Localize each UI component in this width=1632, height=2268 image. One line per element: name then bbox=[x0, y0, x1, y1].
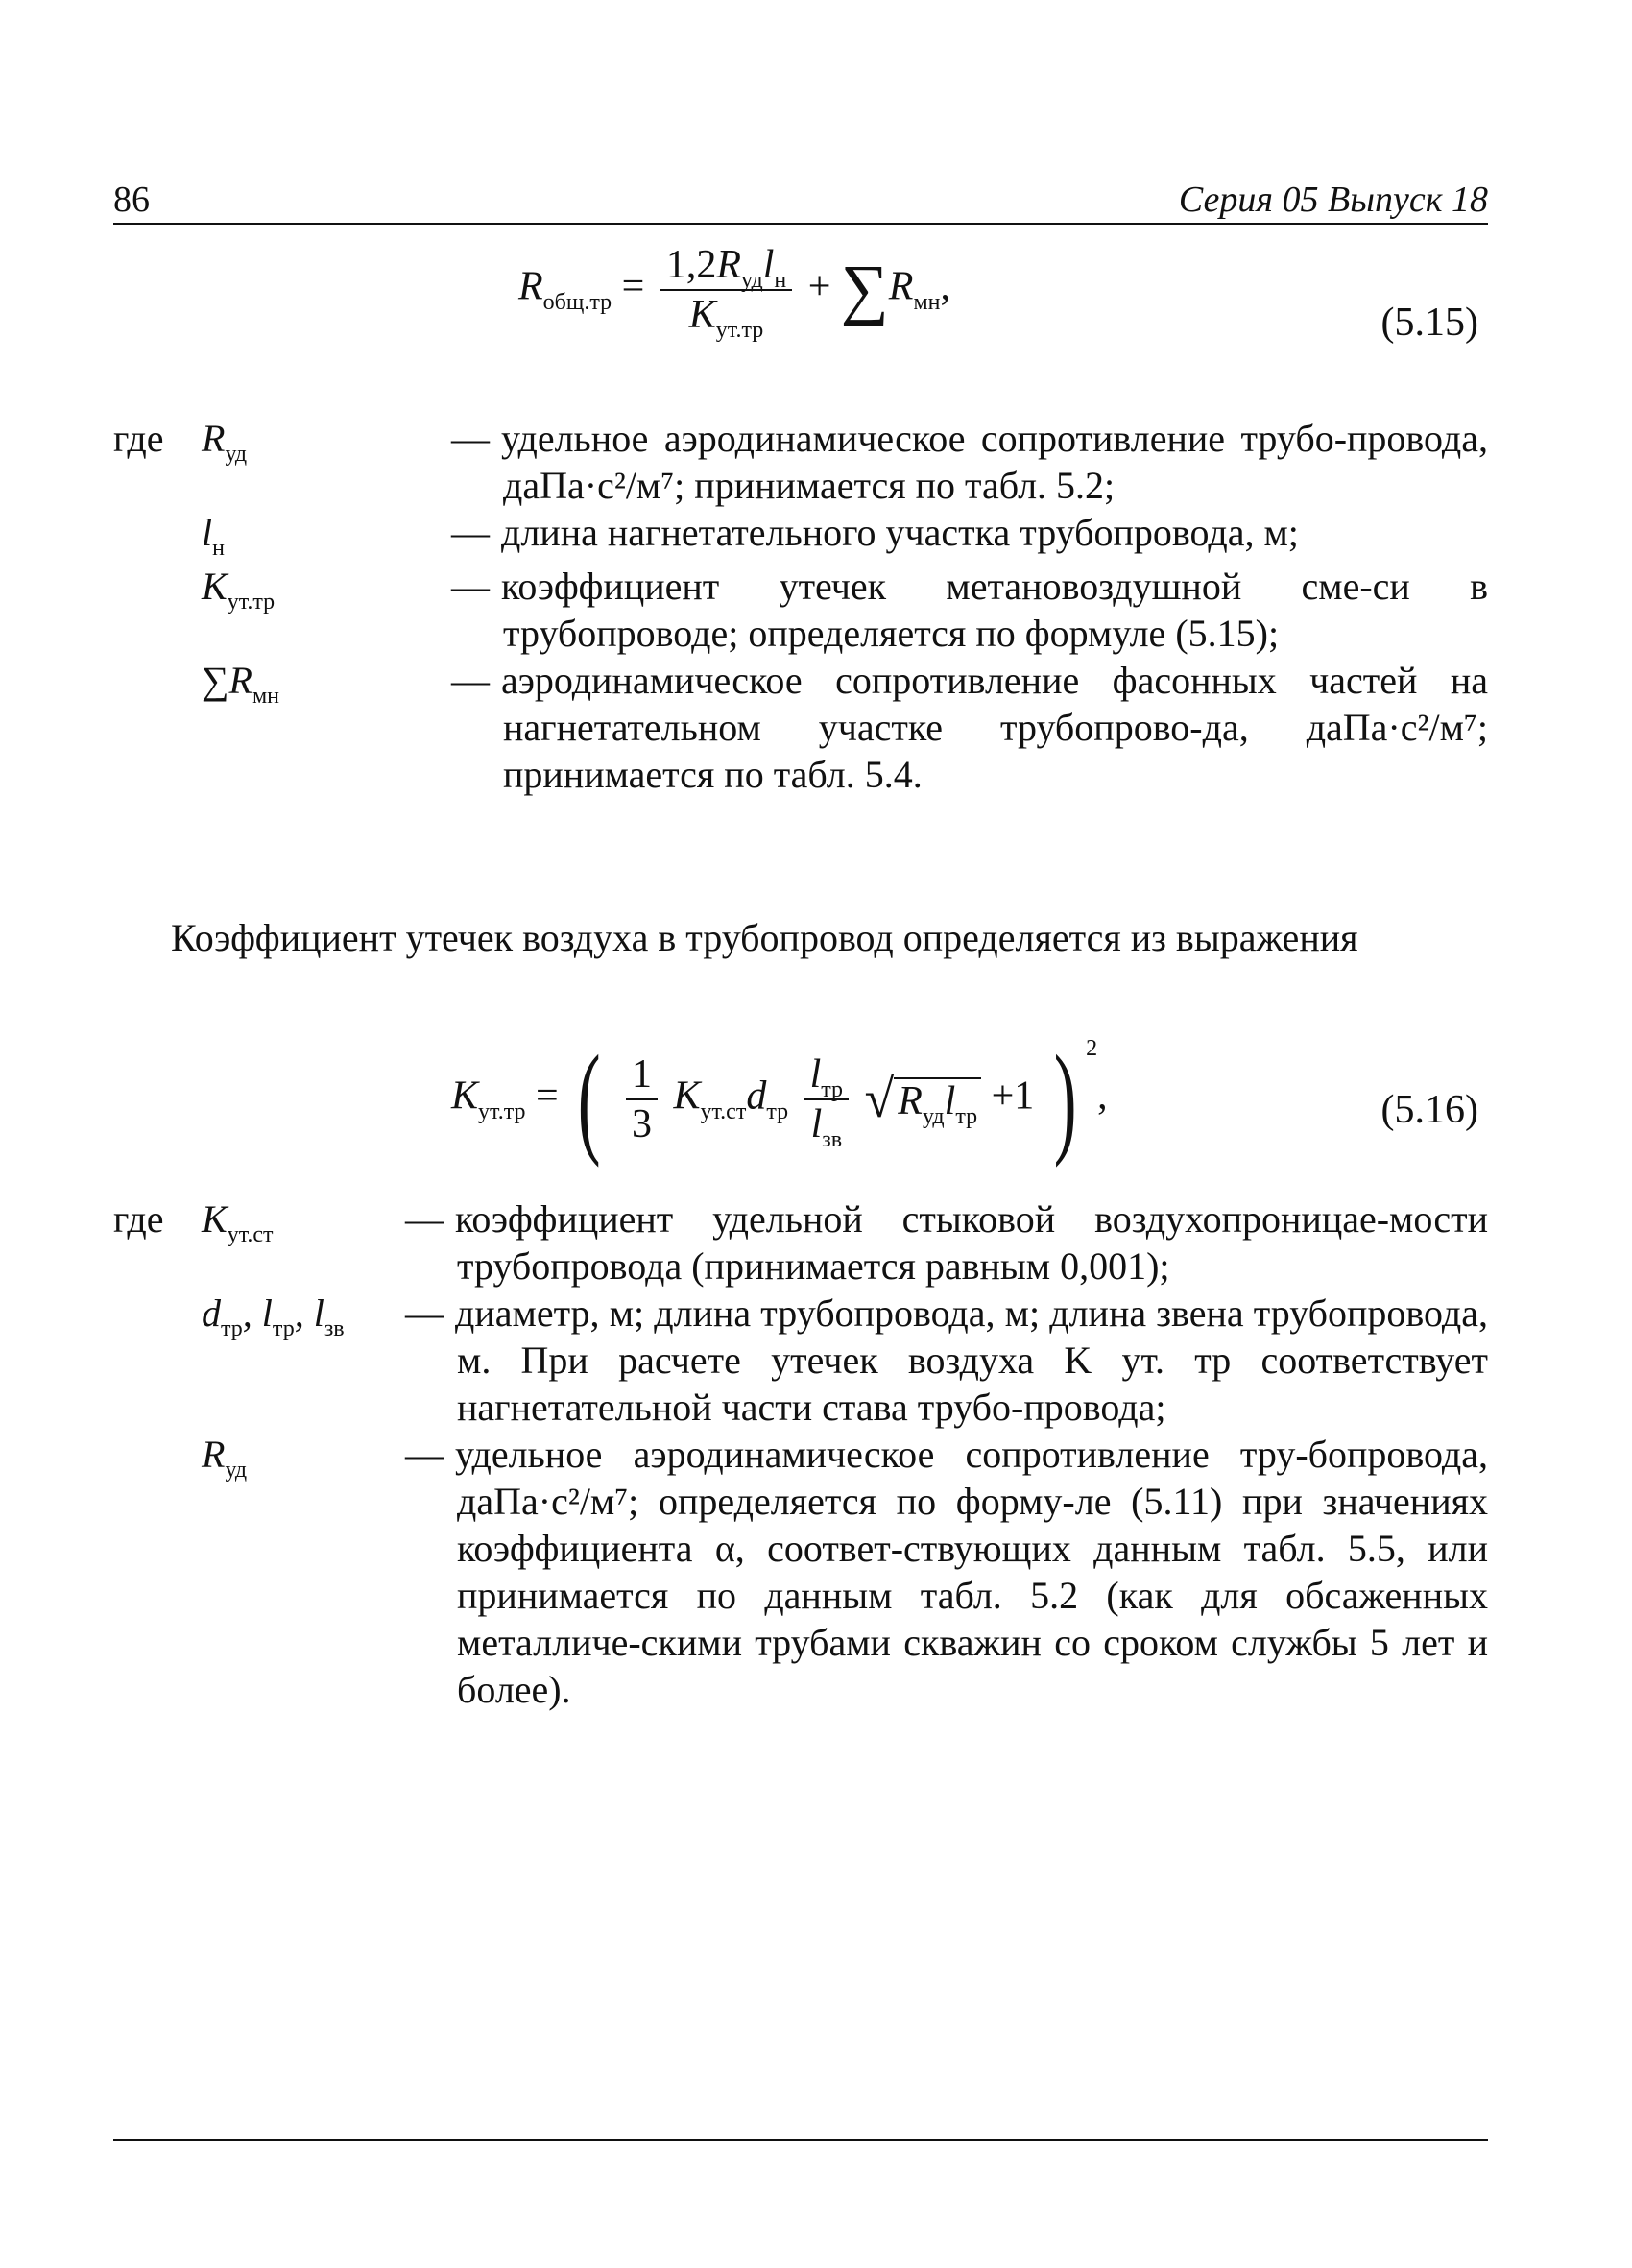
def-text: — диаметр, м; длина трубопровода, м; длина звена трубопровода, м. При расчете утечек воздуха K ут. тр соответствует нагнетательной части става трубо-провода; bbox=[405, 1291, 1488, 1429]
definition-item bbox=[113, 509, 1488, 563]
close-paren: ) bbox=[1053, 1030, 1077, 1169]
definition-item bbox=[113, 1290, 1488, 1431]
def-symbol: $\sum R_{мн}$ bbox=[202, 659, 279, 709]
header-rule bbox=[113, 223, 1488, 225]
formula-lhs-symbol: R bbox=[518, 264, 543, 309]
d-sub: тр bbox=[766, 1098, 789, 1124]
formula-number-5-15: (5.15) bbox=[1380, 301, 1478, 345]
def-symbol: $R_{уд}$ bbox=[202, 417, 248, 467]
formula-fraction bbox=[660, 243, 792, 343]
radical-sign: √ bbox=[864, 1070, 895, 1129]
fraction-numerator bbox=[660, 245, 792, 291]
def-symbol: $K_{ут.тр}$ bbox=[202, 565, 276, 615]
def-text: — коэффициент утечек метановоздушной сме-си в трубопроводе; определяется по формуле (5.15); bbox=[451, 565, 1488, 655]
sum-r: R bbox=[888, 264, 914, 309]
def-symbol: $d_{тр}$, $l_{тр}$, $l_{зв}$ bbox=[202, 1291, 345, 1341]
l-tr-sub: тр bbox=[821, 1077, 844, 1102]
formula-equals: = bbox=[621, 264, 645, 309]
sum-r-sub: мн bbox=[913, 289, 941, 315]
sqrt-l: l bbox=[944, 1079, 956, 1123]
definition-item bbox=[113, 415, 1488, 509]
definition-item bbox=[113, 1431, 1488, 1713]
equals: = bbox=[535, 1074, 559, 1119]
page-number: 86 bbox=[113, 180, 150, 220]
footer-rule bbox=[113, 2139, 1488, 2141]
definition-item bbox=[113, 563, 1488, 657]
comma: , bbox=[940, 264, 950, 309]
running-header: Серия 05 Выпуск 18 bbox=[1178, 180, 1488, 220]
num-l-sub: н bbox=[774, 268, 787, 293]
def-symbol: $R_{уд}$ bbox=[202, 1433, 248, 1483]
formula-5-15 bbox=[518, 243, 950, 343]
l-zv-sub: зв bbox=[822, 1127, 843, 1152]
num-r-sub: уд bbox=[740, 268, 763, 293]
d-sym: d bbox=[746, 1074, 767, 1119]
sqrt-r: R bbox=[898, 1079, 923, 1123]
definitions-block-2 bbox=[113, 1195, 1488, 1713]
sqrt-r-sub: уд bbox=[922, 1104, 945, 1129]
where-label: где bbox=[113, 417, 164, 460]
def-text: — удельное аэродинамическое сопротивление трубо-провода, даПа·с²/м⁷; принимается по табл. 5.2; bbox=[451, 417, 1488, 507]
definition-item bbox=[113, 1195, 1488, 1290]
sum-sign: ∑ bbox=[840, 253, 889, 326]
power: 2 bbox=[1086, 1035, 1098, 1061]
plus-one: +1 bbox=[991, 1074, 1035, 1119]
den-k: K bbox=[688, 293, 716, 337]
where-label: где bbox=[113, 1197, 164, 1241]
plus-sign: + bbox=[807, 264, 831, 309]
def-symbol: $l_н$ bbox=[202, 511, 225, 561]
lhs-k-sub: ут.тр bbox=[478, 1098, 526, 1124]
comma: , bbox=[1097, 1074, 1108, 1119]
k-sub: ут.ст bbox=[700, 1098, 747, 1124]
sqrt-l-sub: тр bbox=[955, 1104, 978, 1129]
l-zv: l bbox=[810, 1102, 823, 1146]
num-r: R bbox=[716, 243, 741, 287]
three: 3 bbox=[631, 1102, 652, 1146]
coef: 1,2 bbox=[665, 243, 717, 287]
one-third bbox=[626, 1054, 658, 1145]
definitions-block-1 bbox=[113, 415, 1488, 798]
one: 1 bbox=[626, 1054, 658, 1100]
definition-item bbox=[113, 657, 1488, 798]
def-text: — коэффициент удельной стыковой воздухопроницае-мости трубопровода (принимается равным 0,001); bbox=[405, 1197, 1488, 1288]
formula-number-5-16: (5.16) bbox=[1380, 1088, 1478, 1132]
def-symbol: $K_{ут.ст}$ bbox=[202, 1197, 274, 1247]
open-paren: ( bbox=[577, 1030, 601, 1169]
k-sym: K bbox=[673, 1074, 701, 1119]
def-text: — аэродинамическое сопротивление фасонных частей на нагнетательном участке трубопрово-да, даПа·с²/м⁷; принимается по табл. 5.4. bbox=[451, 659, 1488, 796]
fraction-denominator bbox=[660, 291, 792, 343]
def-text: — длина нагнетательного участка трубопровода, м; bbox=[451, 511, 1299, 554]
den-k-sub: ут.тр bbox=[715, 318, 764, 343]
l-tr: l bbox=[809, 1052, 822, 1097]
formula-5-16 bbox=[451, 1030, 1108, 1169]
num-l: l bbox=[762, 243, 775, 287]
formula-lhs-sub: общ.тр bbox=[542, 289, 612, 315]
l-ratio bbox=[804, 1052, 849, 1152]
def-text: — удельное аэродинамическое сопротивление тру-бопровода, даПа·с²/м⁷; определяется по форму-ле (5.11) при значениях коэффициента α, соответ-ствующих данным табл. 5.5, или принимается по данным табл. 5.2 (как для обсаженных металличе-скими трубами скважин со сроком службы 5 лет и более). bbox=[405, 1433, 1488, 1711]
body-paragraph: Коэффициент утечек воздуха в трубопровод определяется из выражения bbox=[171, 916, 1358, 959]
lhs-k: K bbox=[451, 1074, 479, 1119]
square-root bbox=[864, 1070, 982, 1129]
